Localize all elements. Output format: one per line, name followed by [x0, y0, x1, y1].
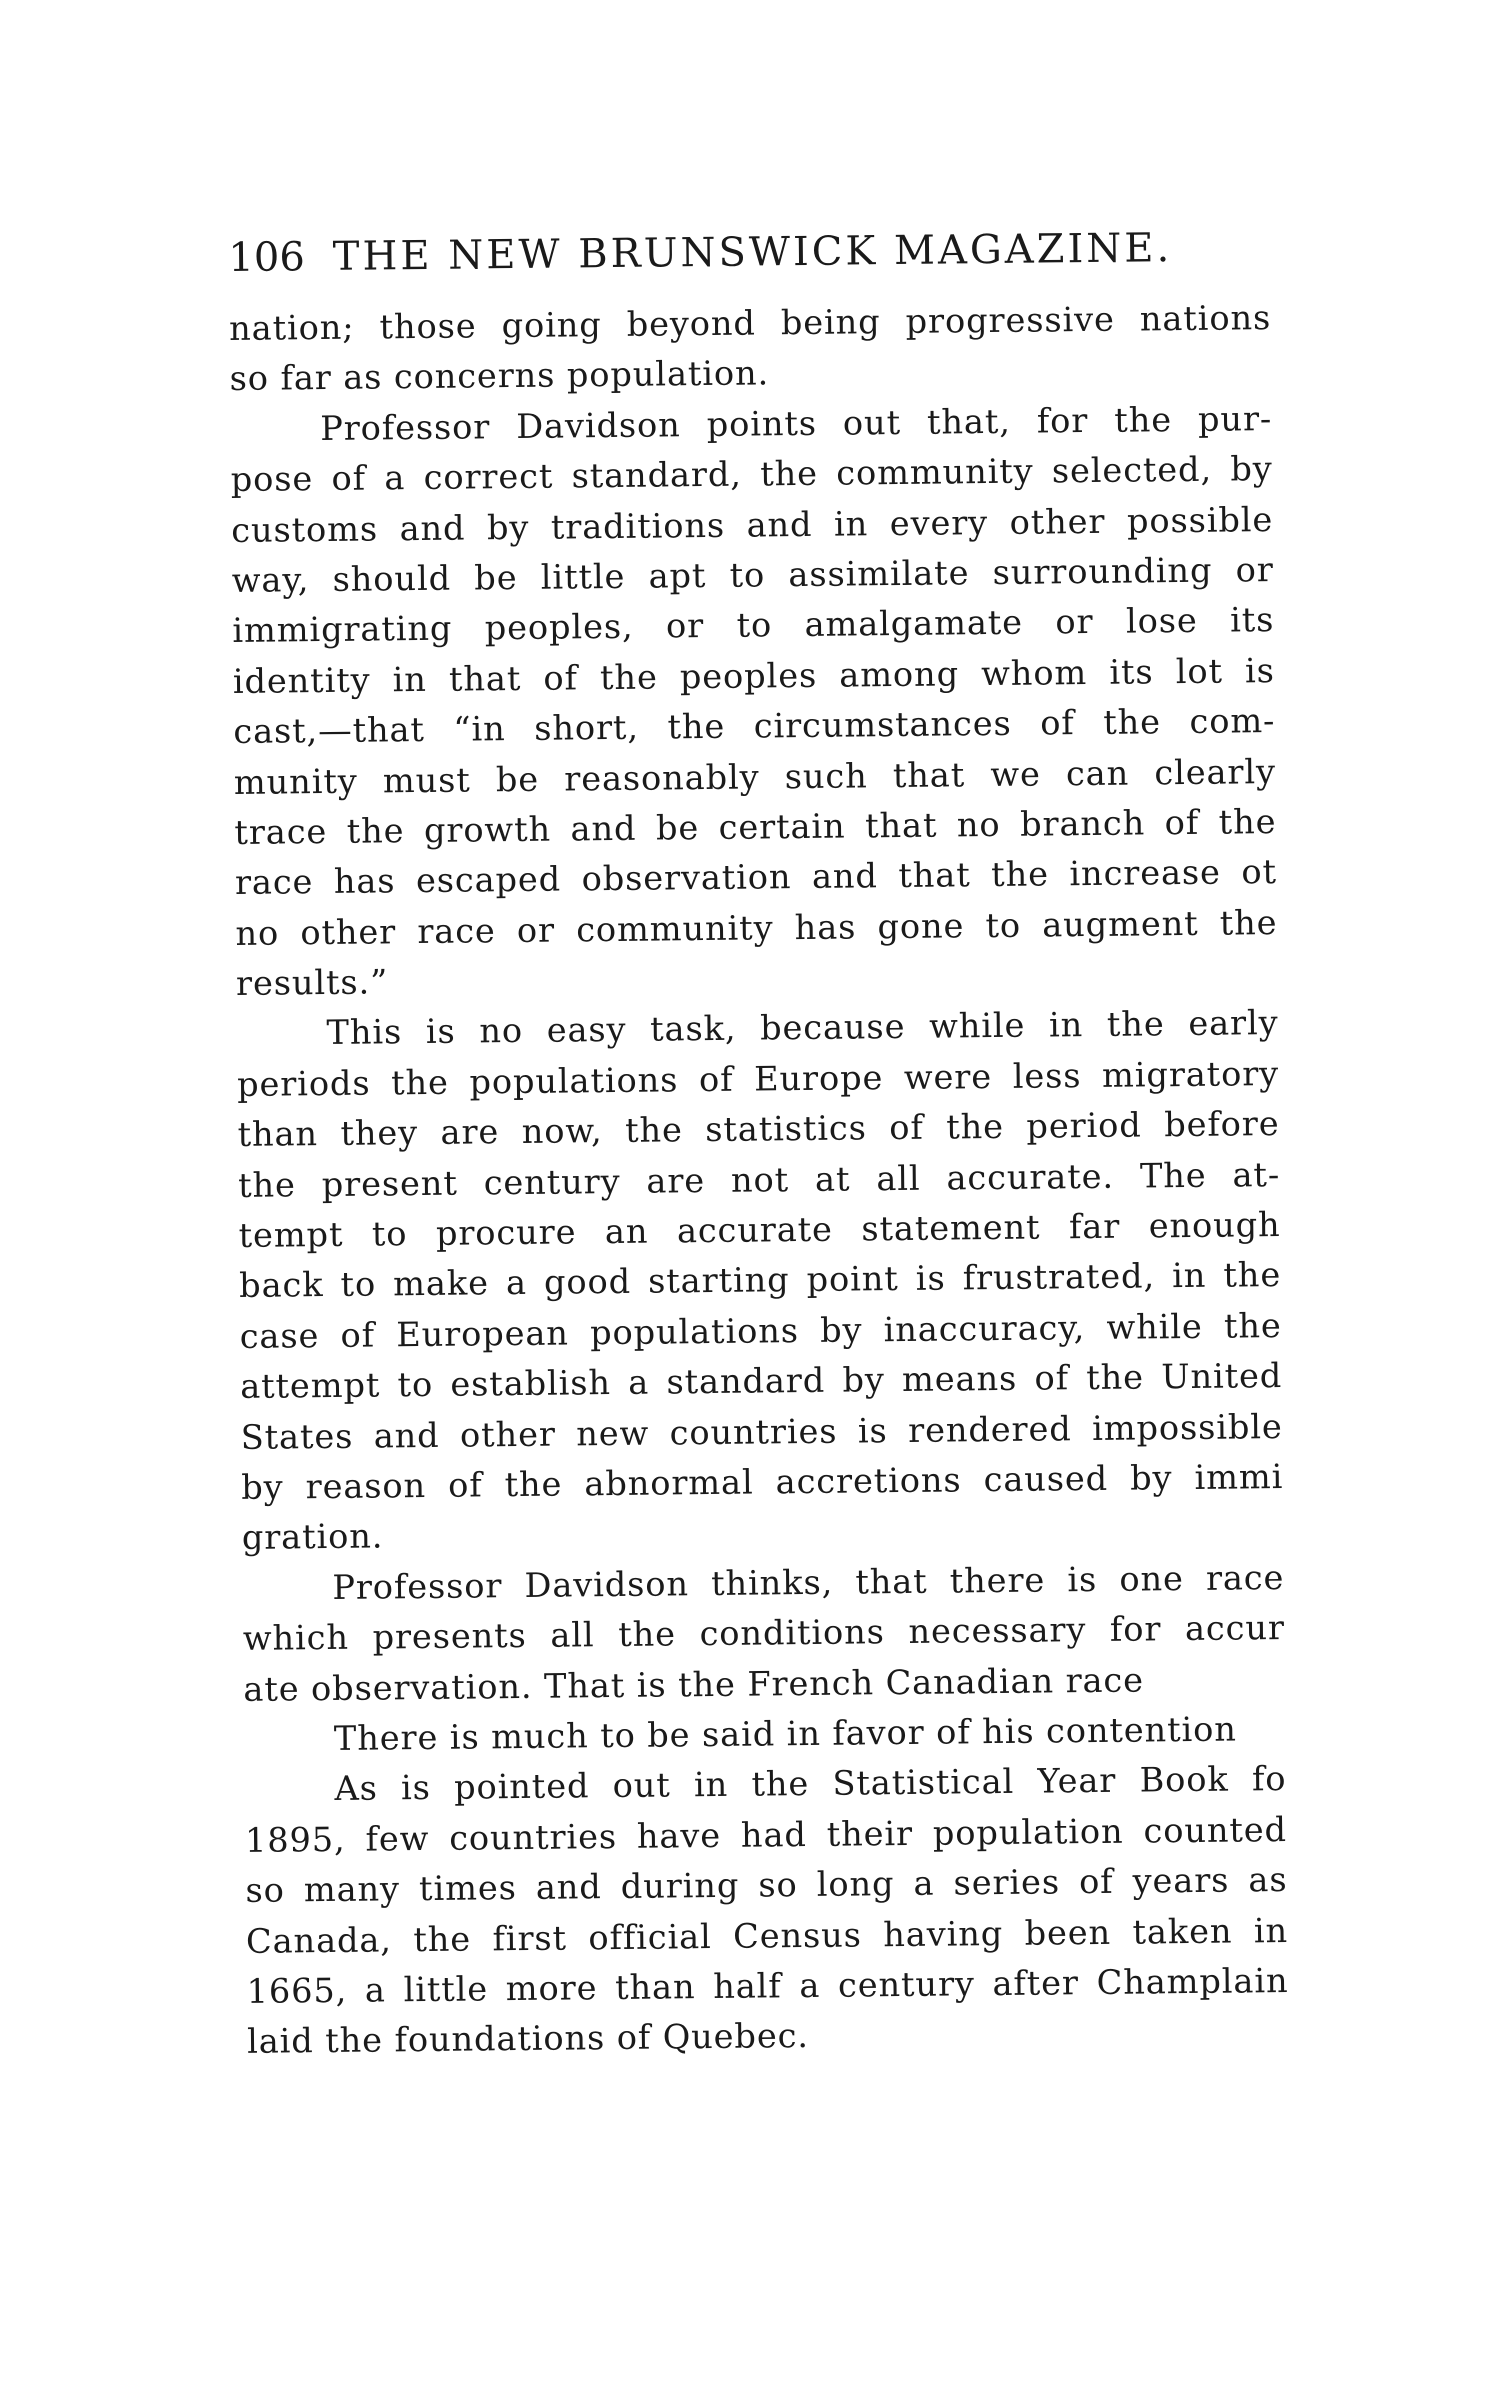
- text-line: pose of a correct standard, the community selected, by: [230, 449, 1273, 500]
- body-text: [229, 293, 1289, 2067]
- text-line: which presents all the conditions necessary for accur: [242, 1608, 1286, 1659]
- text-line: case of European populations by inaccuracy, while the: [239, 1305, 1282, 1356]
- running-header: [228, 207, 1271, 298]
- text-line: no other race or community has gone to augment the: [235, 902, 1278, 953]
- text-line: 1895, few countries have had their population counted: [244, 1809, 1288, 1860]
- text-line: so far as concerns population.: [229, 353, 770, 399]
- text-line: Professor Davidson points out that, for the pur-: [320, 398, 1273, 448]
- text-line: back to make a good starting point is frustrated, in the: [238, 1255, 1282, 1306]
- text-line: nation; those going beyond being progressive nations: [228, 298, 1272, 348]
- text-line: tempt to procure an accurate statement far enough: [238, 1205, 1281, 1255]
- running-title: THE NEW BRUNSWICK MAGAZINE.: [332, 225, 1173, 280]
- text-line: identity in that of the peoples among whom its lot is: [232, 650, 1275, 701]
- text-line: customs and by traditions and in every other possible: [231, 499, 1274, 550]
- text-line: immigrating peoples, or to amalgamate or lose its: [232, 600, 1275, 651]
- text-line: ate observation. That is the French Canadian race: [243, 1660, 1145, 1709]
- text-line: 1665, a little more than half a century after Champlain: [246, 1960, 1289, 2011]
- text-line: munity must be reasonably such that we can clearly: [233, 751, 1277, 802]
- text-line: attempt to establish a standard by means of the United: [240, 1356, 1283, 1407]
- book-page: [228, 207, 1289, 2067]
- text-line: cast,—that “in short, the circumstances of the com-: [233, 701, 1276, 752]
- page-number: 106: [228, 234, 306, 281]
- text-line: Canada, the first official Census having been taken in: [245, 1910, 1289, 1961]
- text-line: race has escaped observation and that the increase ot: [234, 852, 1278, 903]
- text-line: This is no easy task, because while in the early: [326, 1003, 1279, 1053]
- text-line: There is much to be said in favor of his contention: [333, 1709, 1237, 1758]
- text-line: States and other new countries is rendered impossible: [240, 1406, 1283, 1457]
- text-line: gration.: [241, 1516, 384, 1558]
- text-line: than they are now, the statistics of the period before: [237, 1104, 1280, 1155]
- text-line: results.”: [235, 962, 389, 1004]
- text-line: way, should be little apt to assimilate surrounding or: [231, 550, 1274, 600]
- text-line: by reason of the abnormal accretions caused by immi: [241, 1457, 1284, 1507]
- text-line: Professor Davidson thinks, that there is one race: [332, 1557, 1285, 1607]
- text-line: As is pointed out in the Statistical Year Book fo: [334, 1759, 1287, 1809]
- text-line: periods the populations of Europe were less migratory: [236, 1053, 1280, 1104]
- text-line: laid the foundations of Quebec.: [246, 2016, 810, 2062]
- text-line: so many times and during so long a series of years as: [245, 1860, 1288, 1911]
- text-line: the present century are not at all accurate. The at-: [237, 1154, 1281, 1205]
- text-line: trace the growth and be certain that no branch of the: [234, 801, 1277, 852]
